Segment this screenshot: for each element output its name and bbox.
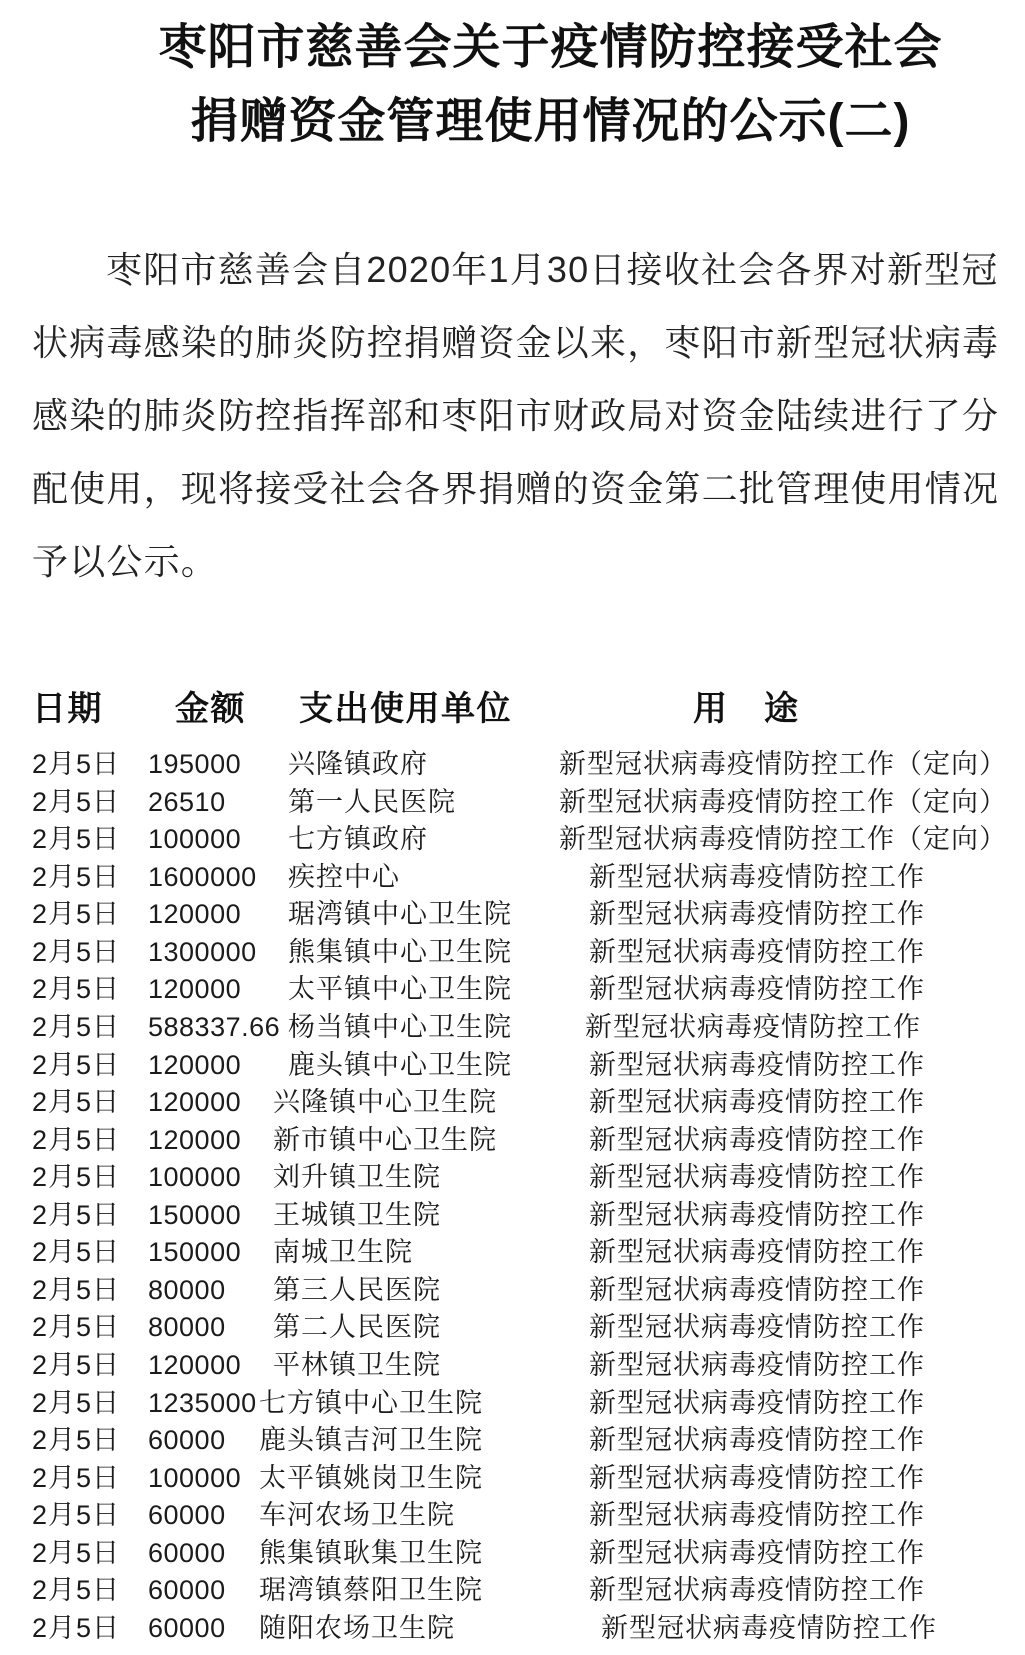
cell-unit: 刘升镇卫生院	[273, 1162, 441, 1193]
cell-unit: 第三人民医院	[273, 1274, 441, 1305]
cell-unit: 兴隆镇政府	[288, 749, 428, 779]
table-row	[0, 859, 1025, 897]
cell-unit: 王城镇卫生院	[273, 1199, 441, 1230]
cell-date: 2月5日	[32, 1575, 121, 1606]
cell-purpose: 新型冠状病毒疫情防控工作	[589, 1087, 925, 1118]
intro-line: 予以公示。	[32, 541, 219, 582]
cell-unit: 鹿头镇吉河卫生院	[259, 1425, 483, 1456]
cell-date: 2月5日	[32, 1011, 121, 1042]
cell-date: 2月5日	[32, 1199, 121, 1230]
cell-purpose: 新型冠状病毒疫情防控工作	[589, 1575, 925, 1606]
title-line-1: 枣阳市慈善会关于疫情防控接受社会	[158, 21, 943, 74]
cell-purpose: 新型冠状病毒疫情防控工作	[589, 1237, 925, 1268]
intro-line: 配使用，现将接受社会各界捐赠的资金第二批管理使用情况	[32, 468, 1000, 509]
cell-unit: 七方镇中心卫生院	[259, 1387, 483, 1418]
cell-purpose: 新型冠状病毒疫情防控工作	[589, 1049, 925, 1080]
cell-purpose: 新型冠状病毒疫情防控工作	[589, 974, 925, 1005]
cell-date: 2月5日	[32, 1350, 121, 1380]
cell-date: 2月5日	[32, 1387, 121, 1418]
cell-purpose: 新型冠状病毒疫情防控工作	[589, 1312, 925, 1343]
table-row	[0, 1610, 1025, 1648]
cell-date: 2月5日	[32, 899, 121, 930]
cell-date: 2月5日	[32, 1087, 121, 1118]
cell-date: 2月5日	[32, 1612, 121, 1643]
title-line-2: 捐赠资金管理使用情况的公示(二)	[190, 95, 911, 148]
table-row	[0, 1159, 1025, 1197]
cell-amount: 60000	[148, 1537, 226, 1568]
cell-date: 2月5日	[32, 861, 121, 892]
intro-line: 感染的肺炎防控指挥部和枣阳市财政局对资金陆续进行了分	[32, 395, 1000, 436]
cell-purpose: 新型冠状病毒疫情防控工作	[589, 1425, 925, 1456]
table-row	[0, 1460, 1025, 1498]
table-row	[0, 784, 1025, 822]
cell-date: 2月5日	[32, 1500, 121, 1531]
cell-amount: 100000	[148, 1162, 242, 1193]
cell-amount: 1235000	[148, 1387, 257, 1418]
cell-amount: 195000	[148, 749, 242, 779]
cell-purpose: 新型冠状病毒疫情防控工作	[589, 1199, 925, 1230]
notice-title	[0, 11, 1025, 159]
cell-unit: 疾控中心	[288, 861, 400, 892]
cell-amount: 150000	[148, 1237, 242, 1268]
table-row	[0, 896, 1025, 934]
cell-purpose: 新型冠状病毒疫情防控工作	[589, 1462, 925, 1493]
cell-unit: 杨当镇中心卫生院	[288, 1011, 512, 1042]
cell-date: 2月5日	[32, 786, 121, 817]
cell-amount: 80000	[148, 1274, 226, 1305]
cell-unit: 平林镇卫生院	[273, 1350, 441, 1380]
cell-date: 2月5日	[32, 936, 121, 967]
table-row	[0, 1347, 1025, 1385]
cell-purpose: 新型冠状病毒疫情防控工作	[589, 899, 925, 930]
table-row	[0, 821, 1025, 859]
cell-unit: 太平镇姚岗卫生院	[259, 1462, 483, 1493]
intro-line: 枣阳市慈善会自2020年1月30日接收社会各界对新型冠	[106, 249, 999, 290]
table-row	[0, 971, 1025, 1009]
table-row	[0, 1047, 1025, 1085]
cell-date: 2月5日	[32, 1425, 121, 1456]
cell-unit: 随阳农场卫生院	[259, 1612, 455, 1643]
cell-unit: 鹿头镇中心卫生院	[288, 1049, 512, 1080]
cell-date: 2月5日	[32, 974, 121, 1005]
table-row	[0, 1535, 1025, 1573]
header-purpose: 用 途	[693, 690, 800, 728]
cell-date: 2月5日	[32, 1537, 121, 1568]
cell-date: 2月5日	[32, 1162, 121, 1193]
cell-purpose: 新型冠状病毒疫情防控工作	[589, 1500, 925, 1531]
cell-amount: 120000	[148, 899, 242, 930]
cell-amount: 120000	[148, 1049, 242, 1080]
cell-purpose: 新型冠状病毒疫情防控工作	[589, 1537, 925, 1568]
cell-purpose: 新型冠状病毒疫情防控工作	[589, 1350, 925, 1380]
table-row	[0, 1572, 1025, 1610]
cell-date: 2月5日	[32, 1462, 121, 1493]
cell-unit: 第二人民医院	[273, 1312, 441, 1343]
header-amount: 金额	[175, 690, 246, 728]
cell-amount: 120000	[148, 1350, 242, 1380]
cell-amount: 100000	[148, 824, 242, 855]
cell-unit: 车河农场卫生院	[259, 1500, 455, 1531]
table-row	[0, 1122, 1025, 1160]
cell-amount: 1300000	[148, 936, 257, 967]
cell-purpose: 新型冠状病毒疫情防控工作（定向）	[559, 749, 1007, 779]
cell-amount: 150000	[148, 1199, 242, 1230]
cell-date: 2月5日	[32, 1124, 121, 1155]
header-date: 日期	[32, 690, 103, 728]
cell-unit: 熊集镇耿集卫生院	[259, 1537, 483, 1568]
cell-unit: 新市镇中心卫生院	[273, 1124, 497, 1155]
cell-unit: 南城卫生院	[273, 1237, 413, 1268]
cell-amount: 120000	[148, 1124, 242, 1155]
table-row	[0, 1422, 1025, 1460]
cell-unit: 琚湾镇蔡阳卫生院	[259, 1575, 483, 1606]
table-body	[0, 746, 1025, 1648]
table-row	[0, 746, 1025, 784]
cell-purpose: 新型冠状病毒疫情防控工作	[589, 1162, 925, 1193]
cell-amount: 60000	[148, 1612, 226, 1643]
cell-unit: 七方镇政府	[288, 824, 428, 855]
cell-amount: 588337.66	[148, 1011, 281, 1042]
cell-purpose: 新型冠状病毒疫情防控工作	[589, 861, 925, 892]
cell-date: 2月5日	[32, 1312, 121, 1343]
cell-amount: 80000	[148, 1312, 226, 1343]
cell-amount: 60000	[148, 1500, 226, 1531]
cell-date: 2月5日	[32, 1049, 121, 1080]
intro-line: 状病毒感染的肺炎防控捐赠资金以来，枣阳市新型冠状病毒	[32, 322, 1000, 363]
cell-date: 2月5日	[32, 1237, 121, 1268]
table-row	[0, 1309, 1025, 1347]
cell-purpose: 新型冠状病毒疫情防控工作	[589, 1274, 925, 1305]
cell-purpose: 新型冠状病毒疫情防控工作	[589, 1124, 925, 1155]
table-row	[0, 1272, 1025, 1310]
table-header	[0, 689, 1025, 729]
cell-amount: 120000	[148, 974, 242, 1005]
cell-purpose: 新型冠状病毒疫情防控工作（定向）	[559, 824, 1007, 855]
intro-paragraph	[0, 233, 1025, 598]
cell-purpose: 新型冠状病毒疫情防控工作	[589, 1387, 925, 1418]
cell-date: 2月5日	[32, 749, 121, 779]
table-row	[0, 1009, 1025, 1047]
cell-amount: 120000	[148, 1087, 242, 1118]
cell-unit: 熊集镇中心卫生院	[288, 936, 512, 967]
cell-unit: 兴隆镇中心卫生院	[273, 1087, 497, 1118]
header-unit: 支出使用单位	[299, 690, 512, 728]
cell-amount: 100000	[148, 1462, 242, 1493]
table-row	[0, 1234, 1025, 1272]
cell-amount: 60000	[148, 1575, 226, 1606]
cell-purpose: 新型冠状病毒疫情防控工作	[589, 936, 925, 967]
table-row	[0, 934, 1025, 972]
cell-unit: 第一人民医院	[288, 786, 456, 817]
table-row	[0, 1197, 1025, 1235]
cell-unit: 琚湾镇中心卫生院	[288, 899, 512, 930]
cell-purpose: 新型冠状病毒疫情防控工作（定向）	[559, 786, 1007, 817]
cell-date: 2月5日	[32, 824, 121, 855]
cell-amount: 60000	[148, 1425, 226, 1456]
table-row	[0, 1385, 1025, 1423]
cell-purpose: 新型冠状病毒疫情防控工作	[585, 1011, 921, 1042]
cell-unit: 太平镇中心卫生院	[288, 974, 512, 1005]
table-row	[0, 1084, 1025, 1122]
cell-date: 2月5日	[32, 1274, 121, 1305]
cell-amount: 26510	[148, 786, 226, 817]
cell-purpose: 新型冠状病毒疫情防控工作	[601, 1612, 937, 1643]
cell-amount: 1600000	[148, 861, 257, 892]
table-row	[0, 1497, 1025, 1535]
